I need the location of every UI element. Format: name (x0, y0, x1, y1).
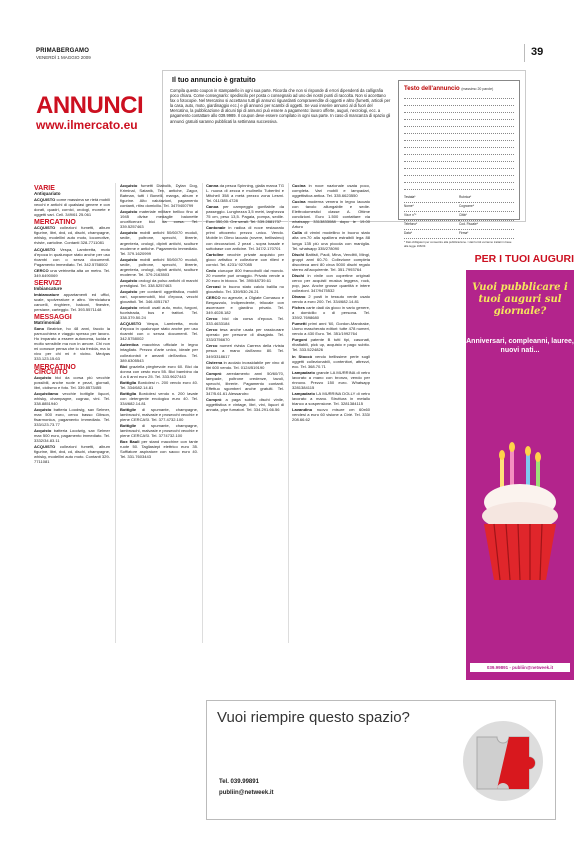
ad-text: vendo bellissime perle sugli oggetti collezionabili, contenitori, attrezzi, ecc. Tel. 368.70.71 (292, 353, 370, 369)
classified-ad (34, 268, 110, 278)
ad-lead: Cerco (206, 316, 218, 322)
ad-text: in acciaio inossidabile per vino di litri 600 vendo. Tel. 0124/519190 (206, 359, 284, 370)
classified-ad (292, 305, 370, 320)
promo-email: publiin@netweek.it (219, 790, 274, 796)
classified-ad (34, 225, 110, 245)
ad-text: materiale militare bellico fino al 1945 divise medaglie baionette onorificenze bici da corsa. Tel. 339.5257463 (120, 209, 198, 230)
coupon-write-line (404, 99, 514, 106)
ad-lead: Acquisto (120, 230, 138, 236)
ad-text: carte dadi da gioco in vario genere, a domicilio o di persona. Tel. 339/2.7698680 (292, 305, 371, 321)
ad-lead: Fiches (292, 305, 305, 311)
coupon-field-label[interactable]: Data* (404, 230, 459, 239)
ad-text: vecchie bottiglie liquori, whisky, champagne, cognac, vini. Tel. 338.8851940 (34, 390, 111, 406)
coupon-write-line (404, 120, 514, 127)
classified-ad (206, 343, 284, 358)
ad-lead: CERCO (206, 294, 221, 300)
classified-ad (292, 273, 370, 293)
ad-text: batteria Loodwig, sax Selmer, max 500 euro, cerco basso Gibson, fisarmonica, pagamento immediato. Tel. 333/123.73.77 (34, 406, 111, 428)
ad-text: mobili antichi 50/60/70 moduli, sedie, poltrone, specchi, librerie, argenteria, orologi, dipinti antichi, sculture moderne e antiche. Pagamento immediato. Tel. 379.1620999 (120, 230, 198, 256)
coupon-write-line (404, 183, 514, 190)
ad-text: come massima se rietà mobili vecchi e antichi di qualsiasi genere e con dorati, quadri, cornici, orologi, monete e oggetti vari. Cell. 349/61 25.061 (34, 197, 110, 218)
ad-lead: Cerco (206, 343, 218, 349)
ad-text: veicoli usati auto, moto, furgoni, fuoristrada, bus e trattori. Tel. 338.379.50.24 (120, 305, 198, 321)
ad-text: Bordolesi n. 200 vendo euro 40. Tel. 334/682.14.81 (120, 379, 199, 390)
classified-ad (120, 423, 198, 438)
ad-text: vecchie private acquisto per gioco artistico e collezione con rilievi e cornici. Tel. 4231/ 927085 (206, 251, 284, 267)
classified-ad (120, 278, 198, 288)
classifieds-column-1 (34, 183, 110, 465)
ad-lead: ACQUISTO (34, 444, 56, 450)
ad-text: collezioni fumetti, album figurine, libri, dvd, cd, dischi, champagne, whisky, modellini auto moto. Contanti 329-7711081 (34, 444, 111, 465)
column-divider (202, 183, 203, 643)
ad-text: nuovo misure cm 60x60 vendesi a euro 60 visione a Cirié. Tel. 333/ 208.66.62 (292, 406, 371, 423)
ad-lead: Culla (292, 230, 302, 236)
classified-ad (120, 305, 198, 320)
ad-text: arredamento anni 50/60/70, lampade, poltrone credenze, tavoli, specchi, librerie. Pagamento contanti. Effettuo sgomberi anche gratuiti. Tel. 347/5.61.61 Alessandro (206, 370, 284, 396)
ad-lead: ACQUISTO (34, 197, 56, 203)
ad-lead: Canoa (206, 204, 219, 210)
ad-lead: Lavandino (292, 406, 313, 412)
ad-lead: Cisterna (206, 359, 223, 365)
classified-ad (34, 407, 110, 427)
ad-lead: Cartoline (206, 251, 224, 257)
ad-lead: Lampadario (292, 390, 315, 396)
classified-ad (292, 407, 370, 422)
coupon-fields (404, 194, 514, 239)
ad-lead: Fumetti (292, 321, 307, 327)
classified-ad (206, 360, 284, 370)
ad-occasions: Anniversari, compleanni, lauree, nuovi nati... (466, 338, 574, 354)
ad-text: numeri rivista Carrera della rivista pesca a mano dall'anno 80. Tel. 349/3318617 (206, 343, 284, 359)
ad-lead: Autentica (120, 342, 139, 348)
ad-lead: Acquistiamo (34, 390, 59, 396)
classified-ad (292, 337, 370, 352)
ad-text: in radica di noce restaurato primi ottocento prezzo unico. Vendo. Mobile in Olmo laccato (rovere, bellissimo) con decorazioni. 2 pezzi - sopra basale e sottobase con anticine. Tel. 347/2.170701 (206, 225, 284, 251)
header-divider (524, 44, 525, 62)
classified-ad (34, 326, 110, 361)
classifieds-column-3 (206, 183, 284, 413)
classified-ad (120, 321, 198, 341)
ad-text: per stand macchine con tante ruote 50. Tagliasiepi elettrico euro 35. Soffiatore aspiratore con sacco euro 40. Tel. 331.7603443 (120, 439, 198, 460)
ad-text: grande LA MURRINA di vetro lavorato a mano con bronzo, vendo per rinnovo. Prezzo 150 euro. Whatsapp 3281384115 (292, 369, 371, 390)
classified-ad (34, 292, 110, 312)
classified-ad (206, 284, 284, 294)
classified-ad (292, 354, 370, 369)
ad-lead: Bici (120, 363, 128, 369)
section-heading: MESSAGGI (34, 314, 72, 322)
coupon-field-label[interactable]: Testata* (404, 194, 459, 203)
classified-ad (120, 364, 198, 379)
ad-lead: Cedo (206, 267, 217, 273)
classified-ad (206, 316, 284, 326)
classified-ad (34, 375, 110, 390)
ad-text: a paga subito dischi vinile, oggettistica e vintage, libri, vini, liquori di annata, pipe fumatori. Tel. 334.291.66.56 (206, 396, 284, 412)
ad-text: moderna venera in legno laccato con tavolo allungabile e sedie. Elettrodomestici classe A. Ottime condizioni. Euro 1.500 contattare via whatsapp 3313833088 dopo le 19.00 Arturo (292, 199, 371, 230)
coupon-disclaimer: * Dati obbligatori per consentire alla pubblicazione. I dati forniti verranno trattati in base alla legge 196/03. (404, 240, 512, 248)
ad-lead: Cucina (292, 183, 306, 188)
puzzle-illustration (457, 707, 549, 815)
ad-text: Bordolesi vendo n. 200 lavate con detergente enologico euro 40. Tel. 334/682.14.81 (120, 390, 199, 406)
classified-ad (292, 199, 370, 229)
ad-lead: Acquisto (34, 406, 52, 412)
classified-ad (292, 252, 370, 272)
coupon-lines (404, 92, 514, 190)
ad-text: di spumante, champagne, lambruschi, malvasie e prosecchi vecchie e piene CERCASI. Tel. 377.4732.100 (120, 406, 198, 423)
ad-lead: Bottiglia (120, 390, 137, 396)
ad-text: di spumante, champagne, lambruschi, malvasie e prosecchi vecchie e piene CERCASI. Tel. 3774732.100 (120, 423, 198, 439)
coupon-field-label[interactable]: Firma* (459, 230, 514, 239)
cake-illustration (480, 440, 560, 610)
classified-ad (120, 257, 198, 277)
classified-ad (292, 321, 370, 336)
classified-ad (120, 342, 198, 362)
subsection-heading: Imbiancature (34, 285, 63, 291)
column-divider (288, 183, 289, 643)
publication-name: PRIMABERGAMO (36, 48, 90, 54)
classified-ad (120, 289, 198, 304)
ad-lead: CERCO (34, 267, 49, 273)
ad-text: tesa anche usata per rassicurare operaio per persone di disagiato. Tel. 333/3756670 (206, 327, 285, 343)
ad-text: per campeggio gonfiabile da passeggio. Lunghezza 3,5 metri, larghezza 75 cm, peso 13,5. Pagaia, pompa, sedile. Euro 350,00. Ore serali. Tel. 339.2881737 (206, 204, 284, 225)
ad-text: appartamenti ed uffici, scale, spolverature e altro. Verniciatura cancelli, ringhiere, balconi, finestre, persiane, carteggio. Tel. 393.5571148 (34, 291, 110, 313)
ad-lead: Bottiglie (120, 423, 137, 429)
classified-ad (120, 407, 198, 422)
promo-phone: Tel. 039.99891 (219, 779, 259, 785)
coupon-write-line (404, 92, 514, 99)
ad-text: per contanti oggettistica, mobili vari, soprammobili, bici d'epoca, vecchi giocattoli. Tel. 346.4051767 (120, 288, 198, 305)
ad-lead: Sono (34, 326, 45, 332)
coupon-field-label[interactable]: Rubrica* (459, 194, 514, 203)
ad-lead: Acquisto (120, 256, 138, 262)
auguri-heading: PER I TUOI AUGURI (474, 253, 574, 265)
ad-text: bici da corsa più vecchie possibili, anche ruote e pezzi, giornali, libri, ciclismo e foto. Tel. 339.8573455 (34, 374, 111, 390)
ad-text: Vespa, Lambretta, moto d'epoca in qualunque stato anche per uso ricambi con o senza documenti. Pagamento immediato. Tel. 342.5758002 (34, 246, 111, 267)
section-heading: MERCATINO CIRCUITO (34, 363, 76, 376)
publication-date: VENERDÌ 1 MAGGIO 2009 (36, 55, 91, 60)
ad-text: 2 posti in tessuto verde usato vendo a euro 200. Tel. 334/682.14.81 (292, 293, 370, 305)
classified-ad (292, 391, 370, 406)
ad-lead: In Stoccò (292, 353, 313, 359)
coupon-write-line (404, 169, 514, 176)
ad-text: di vimini modellino in buono stato alta cm.70 alla spalliera estraibili lega 88 lunga 135 più una piccola con maniglia. Tel. whatsapp 335/278090 (292, 230, 370, 251)
ad-text: una vetrinetta alta un metro. Tel. 349.6490069 (34, 267, 110, 278)
ad-text: ciuruque 800 francobolli dal mondo. 20 monete puri omaggio. Privato vende a 20 euro in blocco. Tel. 390/48739.61 (206, 267, 284, 283)
ad-slogan: Vuoi pubblicare i tuoi auguri sul giornale? (472, 282, 568, 317)
ad-contact: 039.99891 - publiin@netweek.it (470, 663, 570, 672)
ad-lead: ACQUISTO (120, 321, 142, 327)
ad-lead: Cantonale (206, 225, 226, 231)
classified-ad (206, 225, 284, 250)
annunci-website-link[interactable]: www.ilmercato.eu (36, 118, 138, 132)
coupon-write-line (404, 134, 514, 141)
classified-ad (292, 183, 370, 198)
coupon-field-label[interactable]: Nome* (404, 203, 459, 212)
ad-lead: Cucina (292, 199, 306, 205)
classified-ad (206, 397, 284, 412)
ad-lead: Acquisto (120, 277, 138, 283)
ad-lead: Lampadario (292, 369, 315, 375)
classified-ad (292, 294, 370, 304)
ad-lead: Acquisto (120, 183, 138, 188)
ad-text: in buono stato calcio balilla no giocattolo. Tel. 339/530.26.21 (206, 283, 284, 294)
ad-text: Vespa, Lambretta, moto d'epoca in qualunque stato anche per uso ricambi con o senza documenti. Tel. 342.5758002 (120, 321, 198, 342)
classified-ad (34, 391, 110, 406)
section-heading: VARIE (34, 185, 55, 192)
ad-lead: Comprò (206, 396, 222, 402)
ad-lead: Bottiglia (120, 379, 137, 385)
classified-ad (206, 327, 284, 342)
info-box-text: Compila questo coupon in stampatello in ogni sua parte. Ricorda che non si risponde di errori dipendenti da calligrafia poco chiara. Come consegnarlo: spediscilo per posta o consegnalo ad uno dei nostri punti di raccolta. Non si accettano fax o fotocopie. Nel Mercatino si accettano tutti gli annunci riguardanti compravendite di oggetti e altro (fumetti, articoli per la casa, auto, moto, giardinaggio ecc.) e gli annunci per scambi di oggetti. Se vuoi inserire annunci al di fuori del Mercatino, la pubblicazione di alcuni tipi di annunci può essere a pagamento: lavoro offerte, auguri, necrologi, ecc. a pagamento contattare allo 039.9989. Il coupon deve essere compilato in ogni sua parte. In caso di mancanza di spazio gli annunci gratuiti saranno pubblicati la settimana successiva. (170, 88, 391, 124)
classified-ad (206, 183, 284, 203)
coupon-form (398, 80, 520, 248)
ad-lead: ACQUISTO (34, 246, 56, 252)
ad-lead: ACQUISTO (34, 225, 56, 231)
ad-lead: Comprò (206, 370, 222, 376)
classified-ad (206, 268, 284, 283)
classified-ad (120, 183, 198, 208)
classified-ad (206, 371, 284, 396)
classified-ad (34, 428, 110, 443)
ad-text: mobili antichi 50/60/70 moduli, sedie, poltrone, specchi, librerie, argenteria, orologi, dipinti antichi, sculture moderne. Tel. 379.2163503 (120, 256, 198, 277)
classifieds-column-2 (120, 183, 198, 460)
coupon-note: (massimo 20 parole) (461, 87, 494, 91)
ad-text: batteria Loodwig, sax Selmer max 500 euro, pagamento immediato. Tel. 3332/34.83.11 (34, 428, 110, 444)
classified-ad (120, 439, 198, 459)
ad-lead: Acquisto (120, 305, 138, 311)
ad-text: fumetti Diabolik, Dylan Dog, Kriminal, Satanik, Tex, antiche, Zagor, Batman, tutti i Bonelli, manga, album e figurine. Alto valutazioni, pagamento contanti, ritiro domicilio. Tel. 3479400799 (120, 183, 198, 209)
auguri-advertisement[interactable] (466, 270, 574, 680)
ad-lead: Dischi (292, 251, 305, 257)
classified-ad (206, 252, 284, 267)
coupon-write-line (404, 113, 514, 120)
classified-ad (34, 247, 110, 267)
ad-text: macchina ufficiale in legno intagliato. Prezzo d'arte unico, ideale per collezionisti e amanti dell'antico. Tel. 389.6305543 (120, 342, 198, 363)
coupon-field-label[interactable]: Cod. Fiscale* (459, 221, 514, 230)
annunci-title: ANNUNCI (36, 92, 144, 119)
promo-box[interactable] (206, 700, 556, 820)
classified-ad (120, 391, 198, 406)
classified-ad (34, 197, 110, 217)
ad-lead: Cercasi (206, 283, 221, 289)
ad-text: orologi da polso antichi di marchi prestigiosi. Tel. 338.5257463 (120, 277, 199, 288)
coupon-write-line (404, 127, 514, 134)
coupon-write-line (404, 141, 514, 148)
ad-text: patente B tutti tipi, casonati, ribaltabili, pick up, acquisto e pago subito. Tel. 333.5224826 (292, 337, 371, 353)
ad-lead: Furgoni (292, 337, 308, 343)
ad-lead: Acquisto (120, 209, 138, 215)
ad-lead: Box Bauli (120, 439, 140, 445)
coupon-write-line (404, 162, 514, 169)
ad-lead: Bottiglie (120, 406, 137, 412)
coupon-write-line (404, 106, 514, 113)
page-number: 39 (531, 46, 544, 58)
ad-lead: Acquisto (34, 428, 52, 434)
classified-ad (120, 380, 198, 390)
ad-text: in noce nazionale usata poco, completa. Vari mobili e lampadari, oggettistica antica. Tel. 335.6623550 (292, 183, 370, 199)
classified-ad (120, 209, 198, 229)
ad-text: da pesca Spinning, gialla marca TG L. nuova di zecca e mulinello Tubertini e Mitchell 358 a metà prezzo zona Lesmi. Tel. 011/385.4728 (206, 183, 284, 204)
coupon-field-label[interactable]: Telefono* (404, 221, 459, 230)
ad-lead: Acquisto (120, 288, 138, 294)
coupon-field-label[interactable]: Via e n°* (404, 212, 459, 221)
ad-lead: Divano (292, 293, 306, 299)
ad-lead: Acquisto (34, 374, 52, 380)
section-heading: SERVIZI (34, 279, 62, 287)
subsection-heading: Antiquariato (34, 191, 61, 197)
ad-lead: Canna (206, 183, 219, 188)
ad-lead: Cerco (206, 327, 218, 333)
subsection-heading: Matrimoniali (34, 320, 61, 326)
ad-text: in vinile con copertine originali cerco per acquisti musica leggera, rock, pop, jazz. Anche grosse quantità e intere collezioni. 347/9475532 (292, 272, 371, 293)
coupon-field-label[interactable]: Città* (459, 212, 514, 221)
classifieds-column-4 (292, 183, 370, 423)
coupon-field-label[interactable]: Cognome* (459, 203, 514, 212)
ad-text: Battisti, Paoli, Mina, Venditti, Mingi, gruppi anni 60-70. Collezione completa discoteca anni 80 circa 5000 dischi regalo stereo all'acquirente. Tel. 351.7993764 (292, 251, 371, 272)
ad-lead: Dischi (292, 272, 305, 278)
coupon-title-text: Testo dell'annuncio (404, 86, 460, 92)
info-box-title: Il tuo annuncio è gratuito (172, 77, 256, 84)
ad-text: LA MURRINA DOLLY di vetro lavorato a mano. Struttura in metallo bianco a sospensione. Tel. 3281384115 (292, 390, 370, 406)
ad-text: collezioni fumetti, album figurine, libri, dvd, cd, dischi, champagne, whisky, modellini auto moto, locomotive, riviste, cartoline. Contanti 328-7711081 (34, 225, 111, 246)
ad-text: Beatrice, ho 48 anni, faccio la parrucchiera e viaggio spesso per lavoro. Ho imparato a essere autonoma, lucida e molto sensibile ma non in amore. Chi non mi conosce pensa che io sia fredda, ma io vivo per chi mi è vicino. Medyas 333.123.15.63 (34, 326, 111, 362)
ad-text: graziella pieghevole euro 60. Bici da donna con cesto euro 55. Bici bambino da 4 a 6 anni euro 25. Tel. 333.9627443 (120, 363, 198, 379)
coupon-write-line (404, 148, 514, 155)
section-heading: MERCATINO (34, 219, 76, 227)
ad-text: no agenzie, a Olgiate Comasco e Bergazzolo, indipendente, trilocale con ascensore e giardino privato. Tel. 349.4028.182 (206, 294, 285, 316)
coupon-write-line (404, 176, 514, 183)
classified-ad (292, 230, 370, 250)
classified-ad (206, 204, 284, 224)
promo-headline: Vuoi riempire questo spazio? (217, 709, 410, 726)
classified-ad (206, 295, 284, 315)
column-divider (115, 183, 116, 643)
coupon-write-line (404, 155, 514, 162)
classified-ad (120, 230, 198, 255)
ad-text: bici da corsa d'epoca. Tel. 333.4633184 (206, 316, 284, 327)
ad-lead: Imbiancature (34, 291, 60, 297)
classified-ad (34, 444, 110, 464)
classified-ad (292, 370, 370, 390)
ad-text: primi anni '60, Gordon-Mandrake, Uomo mascherato editori: tutte 478 numeri, vendo a 430 Euro. Tel. 351/1992764 (292, 321, 371, 337)
